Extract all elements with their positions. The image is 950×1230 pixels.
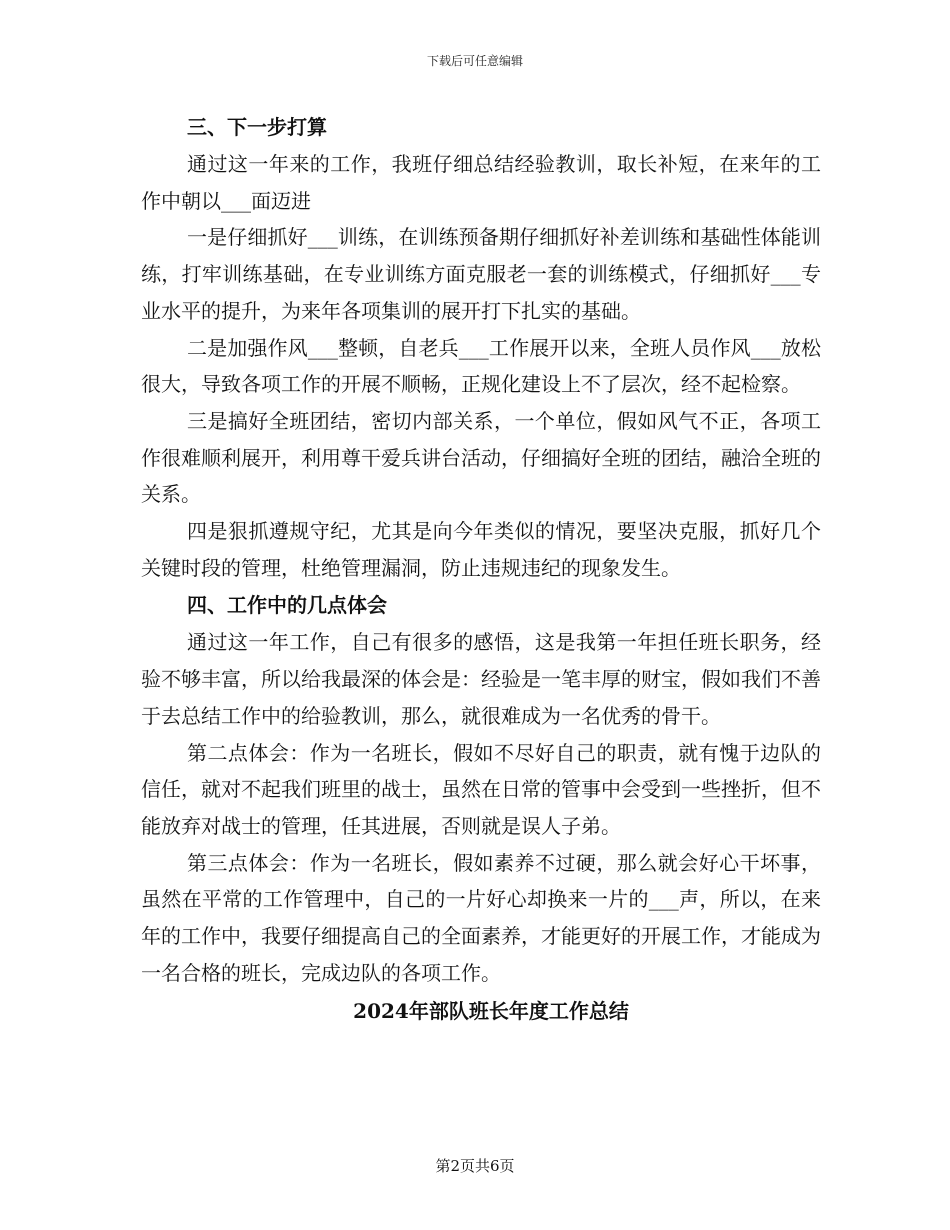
section-heading: 三、下一步打算 <box>187 115 327 139</box>
header-note: 下载后可任意编辑 <box>426 54 523 68</box>
document-body <box>141 108 821 1031</box>
paragraph: 通过这一年工作，自己有很多的感悟，这是我第一年担任班长职务，经验不够丰富，所以给我最深的体会是：经验是一笔丰厚的财宝，假如我们不善于去总结工作中的给验教训，那么，就很难成为一名优秀的骨干。 <box>141 630 821 728</box>
page-number: 第2页共6页 <box>435 1157 515 1175</box>
paragraph: 第三点体会：作为一名班长，假如素养不过硬，那么就会好心干坏事，虽然在平常的工作管理中，自己的一片好心却换来一片的___声，所以，在来年的工作中，我要仔细提高自己的全面素养，才能更好的开展工作，才能成为一名合格的班长，完成边队的各项工作。 <box>141 850 821 985</box>
section-next-plan <box>141 108 821 586</box>
paragraph: 二是加强作风___整顿，自老兵___工作展开以来，全班人员作风___放松很大，导致各项工作的开展不顺畅，正规化建设上不了层次，经不起检察。 <box>141 335 821 397</box>
paragraph: 通过这一年来的工作，我班仔细总结经验教训，取长补短，在来年的工作中朝以___面迈进 <box>141 152 821 213</box>
section-heading: 四、工作中的几点体会 <box>187 593 387 618</box>
paragraph: 四是狠抓遵规守纪，尤其是向今年类似的情况，要坚决克服，抓好几个关键时段的管理，杜绝管理漏洞，防止违规违纪的现象发生。 <box>141 519 821 580</box>
document-title: 2024年部队班长年度工作总结 <box>353 999 629 1024</box>
paragraph: 三是搞好全班团结，密切内部关系，一个单位，假如风气不正，各项工作很难顺利展开，利用尊干爱兵讲台活动，仔细搞好全班的团结，融洽全班的关系。 <box>141 408 821 507</box>
section-work-insights <box>141 586 821 991</box>
paragraph: 一是仔细抓好___训练，在训练预备期仔细抓好补差训练和基础性体能训练，打牢训练基础，在专业训练方面克服老一套的训练模式，仔细抓好___专业水平的提升，为来年各项集训的展开打下扎实的基础。 <box>141 225 821 323</box>
paragraph: 第二点体会：作为一名班长，假如不尽好自己的职责，就有愧于边队的信任，就对不起我们班里的战士，虽然在日常的管事中会受到一些挫折，但不能放弃对战士的管理，任其进展，否则就是误人子弟。 <box>141 740 821 838</box>
